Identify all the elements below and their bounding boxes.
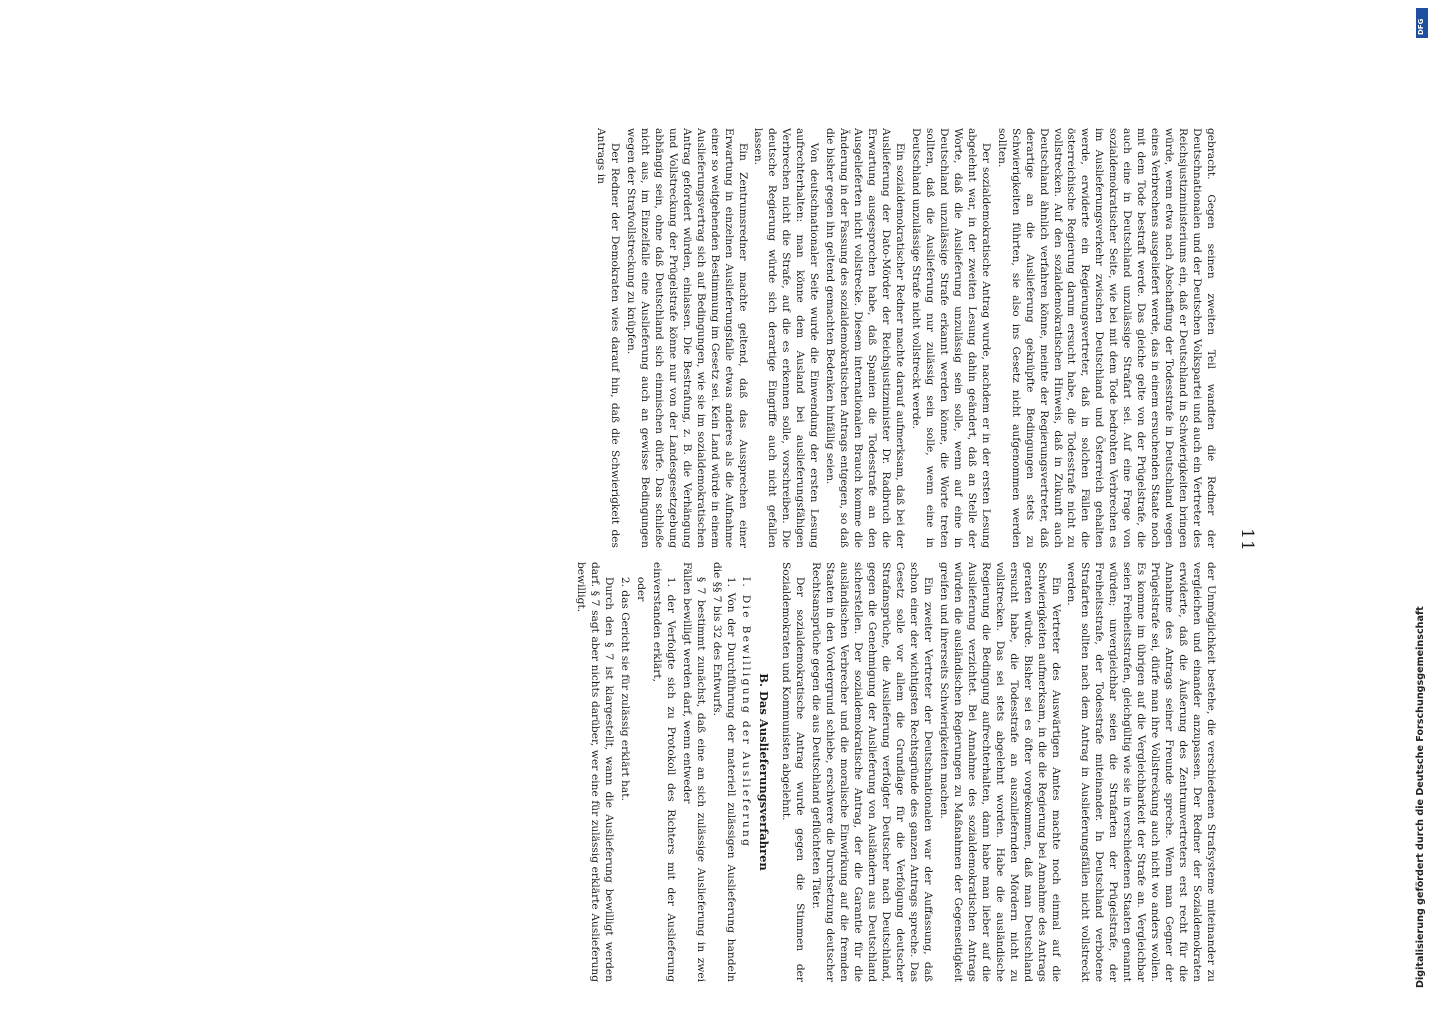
right-paragraph-1: der Unmöglichkeit bestehe, die verschiedenen Strafsysteme miteinander zu vergleichen und einander anzupassen. Der Redner der Sozialdemokraten erwiderte, daß die Äußerung des Zentrumvertreters erst recht für die Annahme des Antrags seiner Freunde spreche. Wenn man Gegner der Prügelstrafe sei, dürfe man ihre Vollstreckung auch nicht wo anders wollen. Es komme im übrigen auf die Vergleichbarkeit der Strafe an. Vergleichbar seien Freiheitsstrafen, gleichgültig wie sie in verschiedenen Staaten genannt würden; unvergleichbar seien die Strafarten der Prügelstrafe, der Freiheitsstrafe, der Todesstrafe miteinander. In Deutschland verbotene Strafarten sollten nach dem Antrag in Auslieferungsfällen nicht vollstreckt werden. [1065,562,1217,982]
right-paragraph-3: Ein zweiter Vertreter der Deutschnationalen war der Auffassung, daß schon einer der wichtigsten Rechtsgründe des ganzen Antrags spreche. Das Gesetz solle vor allem die Grundlage für die Verfolgung deutscher Strafansprüche, die Auslieferung verfolgter Deutscher nach Deutschland, gegen die Genehmigung der Auslieferung von Ausländern aus Deutschland sicherstellen. Der sozialdemokratische Antrag, der die Garantie für die ausländischen Verbrecher und die moralische Einwirkung auf die fremden Staaten in den Vordergrund schiebe, erschwere die Durchsetzung deutscher Rechtsansprüche gegen die aus Deutschland geflüchteten Täter. [810,562,934,982]
funding-footer [1412,0,1434,1000]
subsection-title: I. Die Bewilligung der Auslieferung [740,576,753,849]
right-column [571,562,1217,982]
section-heading: B. Das Auslieferungsverfahren [757,673,772,871]
left-paragraph-4: Von deutschnationaler Seite wurde die Einwendung der ersten Lesung aufrechterhalten: man könne dem Ausland bei auslieferungsfähigen Verbrechen nicht die Strafe, auf die es erkennen solle, vorschreiben. Die deutsche Regierung würde sich derartige Eingriffe auch nicht gefallen lassen. [752,128,821,548]
left-paragraph-3: Ein sozialdemokratischer Redner machte darauf aufmerksam, daß bei der Auslieferung der Dato-Mörder der Reichsjustizminister Dr. Radbruch die Erwartung ausgesprochen habe, daß Spanien die Todesstrafe an den Ausgelieferten nicht vollstrecke. Diesem internationalen Brauch komme die Änderung in der Fassung des sozialdemokratischen Antrags entgegen, so daß die bisher gegen ihn geltend gemachten Bedenken hinfällig seien. [824,128,907,548]
right-paragraph-7: Durch den § 7 ist klargestellt, wann die Auslieferung bewilligt werden darf. § 7 sagt aber nichts darüber, wer eine für zulässig erklärte Auslieferung bewilligt. [575,562,615,982]
document-page [29,70,1309,1010]
list-item-2: 2. das Gericht sie für zulässig erklärt hat. [618,576,631,801]
list-connector: oder [634,576,647,602]
left-paragraph-1: gebracht. Gegen seinen zweiten Teil wandten die Redner der Deutschnationalen und der Deutschen Volkspartei und auch ein Vertreter des Reichsjustizministeriums ein, daß er Deutschland in Schwierigkeiten bringen würde, wenn etwa nach Abschaffung der Todesstrafe in Deutschland wegen eines Verbrechens ausgeliefert werde, das in einem ersuchenden Staate noch mit dem Tode bestraft werde. Das gleiche gelte von der Prügelstrafe, die auch eine in Deutschland unzulässige Strafart sei. Auf eine Frage von sozialdemokratischer Seite, wie bei mit dem Tode bedrohten Verbrechen es im Auslieferungsverkehr zwischen Deutschland und Österreich gehalten werde, erwiderte ein Regierungsvertreter, daß in solchen Fällen die österreichische Regierung darum ersucht habe, die Todesstrafe nicht zu vollstrecken. Auf den sozialdemokratischen Hinweis, daß in Zukunft auch Deutschland ähnlich verfahren könne, meinte der Regierungsvertreter, daß derartige an die Auslieferung geknüpfte Bedingungen stets zu Schwierigkeiten führten, sie also ins Gesetz nicht aufgenommen werden sollten. [995,128,1217,548]
left-paragraph-6: Der Redner der Demokraten wies darauf hin, daß die Schwierigkeit des Antrags in [595,128,621,548]
right-paragraph-5: 1. Von der Durchführung der materiell zulässigen Auslieferung handeln die §§ 7 bis 32 des Entwurfs. [710,562,737,982]
right-paragraph-2: Ein Vertreter des Auswärtigen Amtes machte noch einmal auf die Schwierigkeiten aufmerksam, in die die Regierung bei Annahme des Antrags geraten würde. Bisher sei es öfter vorgekommen, daß man Deutschland ersucht habe, die Todesstrafe an auszuliefernden Mördern nicht zu vollstrecken. Das sei stets abgelehnt worden. Habe die ausländische Regierung die Bedingung aufrechterhalten, dann habe man lieber auf die Auslieferung verzichtet. Bei Annahme des sozialdemokratischen Antrags würden die ausländischen Regierungen zu Maßnahmen der Gegenseitigkeit greifen und ihrerseits Schwierigkeiten machen. [937,562,1062,982]
left-column [591,128,1217,548]
dfg-logo: DFG [1416,8,1428,38]
right-paragraph-6: § 7 bestimmt zunächst, daß eine an sich zulässige Auslieferung in zwei Fällen bewilligt werden darf, wenn entweder [680,562,707,982]
page-number: 11 [1237,528,1257,552]
left-paragraph-2: Der sozialdemokratische Antrag wurde, nachdem er in der ersten Lesung abgelehnt war, in der zweiten Lesung dahin geändert, daß an Stelle der Worte, daß die Auslieferung unzulässig sein solle, wenn auf eine in Deutschland unzulässige Strafe erkannt werden könne, die Worte treten sollten, daß die Auslieferung nur zulässig sein solle, wenn eine in Deutschland unzulässige Strafe nicht vollstreckt werde. [909,128,992,548]
funding-note: Digitalisierung gefördert durch die Deutsche Forschungsgemeinschaft [1415,606,1426,988]
left-paragraph-5: Ein Zentrumsredner machte geltend, daß das Aussprechen einer Erwartung in einzelnen Auslieferungsfalle etwas anderes als die Aufnahme einer so weitgehenden Bestimmung im Gesetz sei. Kein Land würde in einem Auslieferungsvertrag sich auf Bedingungen, wie sie im sozialdemokratischen Antrag gefordert würden, einlassen. Die Bestrafung, z. B. die Verhängung und Vollstreckung der Prügelstrafe könne nur von der Landesgesetzgebung abhängig sein, ohne daß Deutschland sich einmischen dürfe. Das schließe nicht aus, im Einzelfalle eine Auslieferung auch an gewisse Bedingungen wegen der Strafvollstreckung zu knüpfen. [624,128,749,548]
list-item-1: 1. der Verfolgte sich zu Protokoll des Richters mit der Auslieferung einverstanden erklärt, [650,562,677,982]
right-paragraph-4: Der sozialdemokratische Antrag wurde gegen die Stimmen der Sozialdemokraten und Kommunisten abgelehnt. [780,562,807,982]
